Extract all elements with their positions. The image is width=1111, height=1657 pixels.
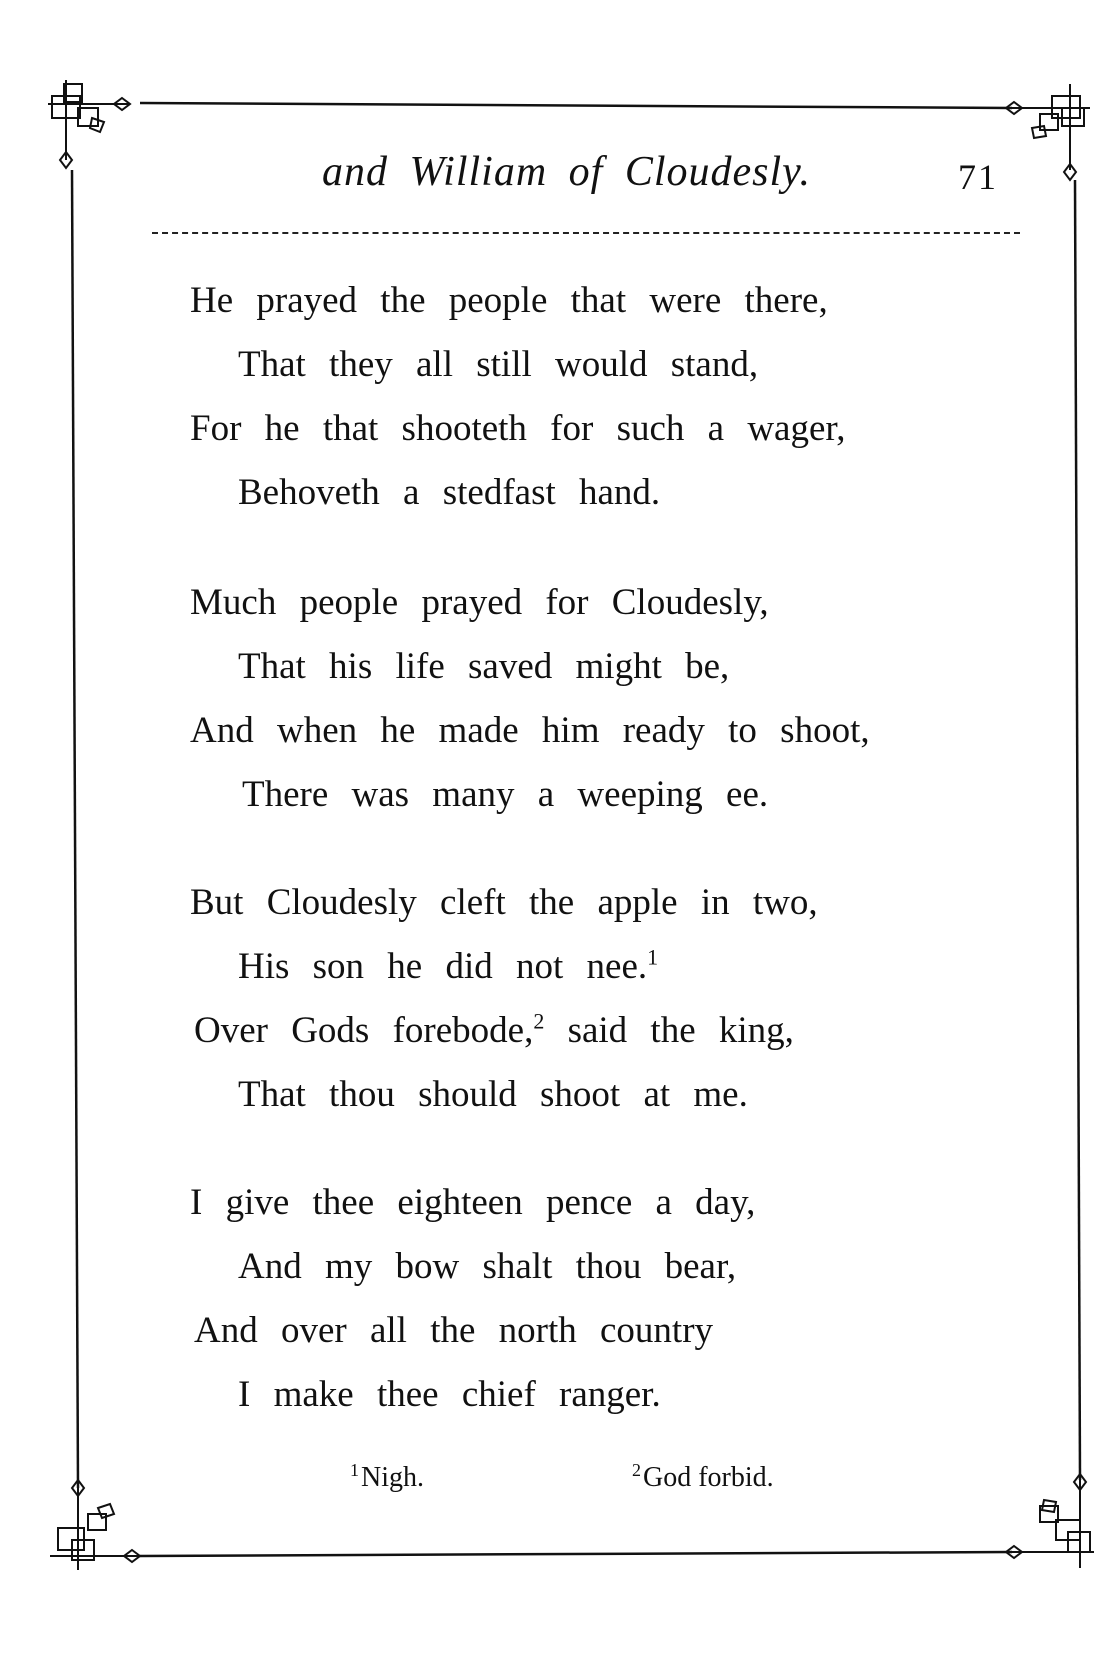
verse-line: His son he did not nee.$^1$ [238,944,659,987]
corner-ornament-bottom-left [50,1480,140,1570]
verse-line: And my bow shalt thou bear, [238,1246,737,1287]
footnote-ref: 2 [533,1008,545,1034]
footnote-ref: 1 [647,944,659,970]
verse-line: And when he made him ready to shoot, [190,710,870,751]
verse-line: Much people prayed for Cloudesly, [190,582,769,623]
corner-ornament-top-left [48,80,130,168]
verse-line: That his life saved might be, [238,646,730,687]
verse-line: There was many a weeping ee. [242,774,769,815]
running-title: and William of Cloudesly. [322,149,812,195]
header-rule [152,232,1020,234]
verse-line: I give thee eighteen pence a day, [190,1182,756,1223]
verse-line: Over Gods forebode,$^2$ said the king, [194,1008,794,1051]
verse-line: Behoveth a stedfast hand. [238,472,661,513]
footnote-2: $^2$God forbid. [632,1459,774,1493]
corner-ornament-top-right [1006,84,1090,180]
verse-line: But Cloudesly cleft the apple in two, [190,882,818,923]
verse-line: For he that shooteth for such a wager, [190,408,846,449]
verse-line: He prayed the people that were there, [190,280,828,321]
verse-line: That they all still would stand, [238,344,759,385]
page-number: 71 [958,157,998,197]
footnote-1: $^1$Nigh. [350,1459,424,1493]
corner-ornament-bottom-right [1006,1474,1094,1568]
verse-line: That thou should shoot at me. [238,1074,748,1115]
verse-line: I make thee chief ranger. [238,1374,661,1415]
verse-line: And over all the north country [194,1310,714,1351]
